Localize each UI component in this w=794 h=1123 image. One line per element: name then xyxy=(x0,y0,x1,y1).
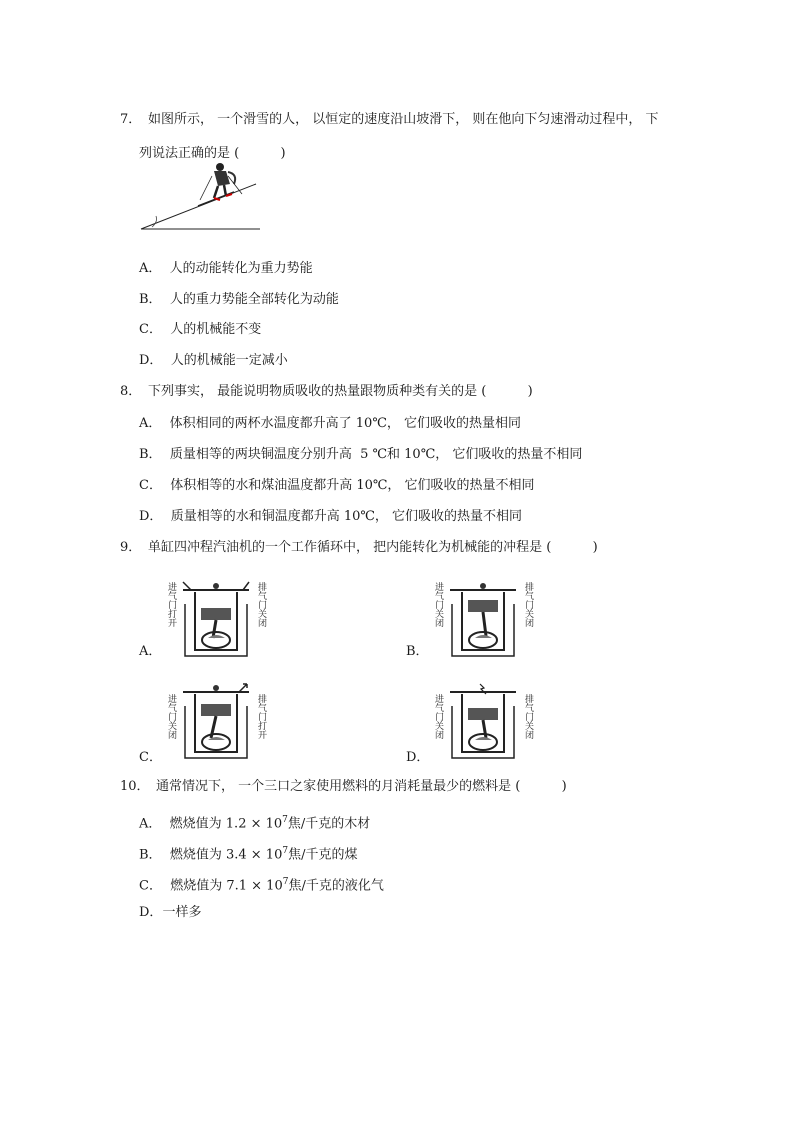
engine-diagram-b xyxy=(430,578,542,658)
q10-option-d-pre: 一样多 xyxy=(162,905,202,920)
engine-c-left-label: 进气门关闭 xyxy=(166,694,176,739)
q10-option-b-post: 焦/千克的煤 xyxy=(288,847,358,863)
q9-option-d-letter[interactable]: D． xyxy=(406,750,430,765)
q10-option-c-post: 焦/千克的液化气 xyxy=(288,878,384,894)
skier-on-slope-figure xyxy=(138,160,263,232)
question-8-number: 8． xyxy=(120,384,142,399)
q10-option-a-exp: 7 xyxy=(282,815,288,825)
q9-option-a-letter[interactable]: A． xyxy=(139,644,162,659)
q10-option-a-letter: A． xyxy=(139,816,162,832)
engine-diagram-a xyxy=(163,578,275,658)
engine-a-left-label: 进气门打开 xyxy=(166,582,176,627)
engine-b-left-label: 进气门关闭 xyxy=(433,582,443,627)
q8-option-b[interactable]: B． 质量相等的两块铜温度分别升高 5 ℃和 10℃， 它们吸收的热量不相同 xyxy=(139,447,583,462)
q10-option-c[interactable] xyxy=(139,874,384,894)
question-7-number: 7． xyxy=(120,112,142,127)
q10-option-d-letter: D． xyxy=(139,905,163,920)
q10-option-a[interactable] xyxy=(139,812,370,832)
q10-option-b-pre: 燃烧值为 3.4 × 10 xyxy=(169,847,283,863)
q10-option-b-exp: 7 xyxy=(282,846,289,856)
engine-diagram-d xyxy=(430,680,542,760)
q8-option-c[interactable]: C． 体积相等的水和煤油温度都升高 10℃， 它们吸收的热量不相同 xyxy=(139,478,535,493)
question-10-stem: 通常情况下， 一个三口之家使用燃料的月消耗量最少的燃料是 ( ) xyxy=(156,779,567,794)
engine-d-left-label: 进气门关闭 xyxy=(433,694,443,739)
q10-option-b-letter: B． xyxy=(139,847,162,863)
q10-option-a-pre: 燃烧值为 1.2 × 10 xyxy=(169,816,283,832)
question-8-stem: 下列事实， 最能说明物质吸收的热量跟物质种类有关的是 ( ) xyxy=(148,384,533,399)
question-9-number: 9． xyxy=(120,540,142,555)
q7-option-d[interactable]: D． 人的机械能一定减小 xyxy=(139,353,288,368)
question-9-stem: 单缸四冲程汽油机的一个工作循环中， 把内能转化为机械能的冲程是 ( ) xyxy=(148,540,598,555)
q10-option-d[interactable] xyxy=(139,905,201,921)
question-7-stem-line1: 如图所示， 一个滑雪的人， 以恒定的速度沿山坡滑下， 则在他向下匀速滑动过程中， 下 xyxy=(148,112,659,127)
q7-option-a[interactable]: A． 人的动能转化为重力势能 xyxy=(139,261,313,276)
q10-option-c-exp: 7 xyxy=(282,877,289,887)
q9-option-c-letter[interactable]: C． xyxy=(139,750,162,765)
q7-option-c[interactable]: C． 人的机械能不变 xyxy=(139,322,262,337)
q8-option-d[interactable]: D． 质量相等的水和铜温度都升高 10℃， 它们吸收的热量不相同 xyxy=(139,509,523,524)
q10-option-c-pre: 燃烧值为 7.1 × 10 xyxy=(170,878,283,894)
question-7-stem-line2: 列说法正确的是 ( ) xyxy=(139,146,286,161)
q8-option-a[interactable]: A． 体积相同的两杯水温度都升高了 10℃， 它们吸收的热量相同 xyxy=(139,416,522,431)
engine-d-right-label: 排气门关闭 xyxy=(523,694,533,739)
q7-option-b[interactable]: B． 人的重力势能全部转化为动能 xyxy=(139,292,339,307)
q10-option-c-letter: C． xyxy=(139,878,162,894)
question-10-number: 10． xyxy=(120,779,150,794)
engine-c-right-label: 排气门打开 xyxy=(256,694,266,739)
q10-option-a-post: 焦/千克的木材 xyxy=(287,816,371,832)
q10-option-b[interactable] xyxy=(139,843,357,863)
q9-option-b-letter[interactable]: B． xyxy=(406,644,429,659)
engine-b-right-label: 排气门关闭 xyxy=(523,582,533,627)
engine-diagram-c xyxy=(163,680,275,760)
engine-a-right-label: 排气门关闭 xyxy=(256,582,266,627)
